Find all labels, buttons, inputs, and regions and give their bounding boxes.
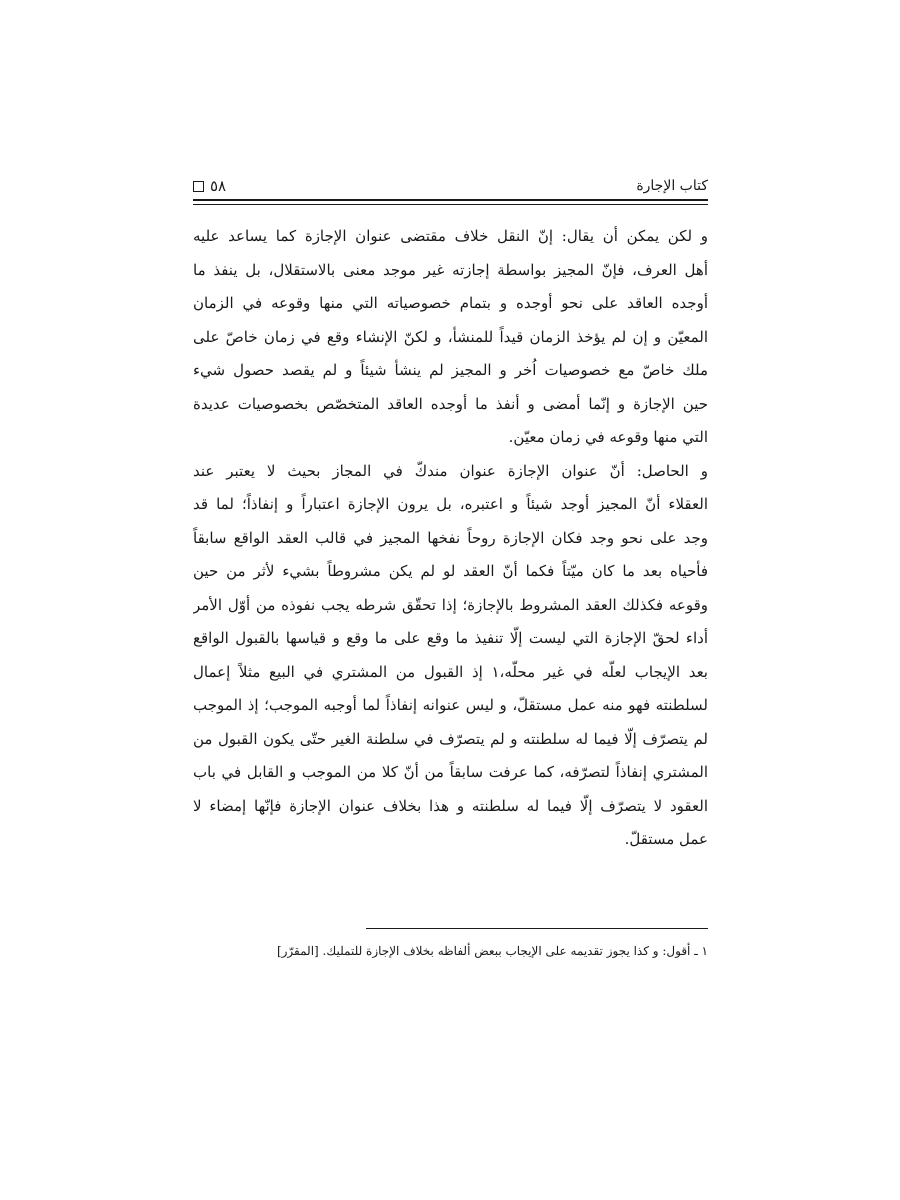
text-line: و الحاصل: أنّ عنوان الإجازة عنوان مندكّ في المجاز بحيث لا يعتبر عند [193, 461, 708, 480]
text-line: وجد على نحو وجد فكان الإجازة روحاً نفخها المجيز في قالب العقد الواقع سابقاً [193, 528, 708, 547]
text-line: عمل مستقلّ. [624, 830, 708, 848]
text-line: أهل العرف، فإنّ المجيز بواسطة إجازته غير موجد معنى بالاستقلال، بل ينفذ ما [193, 260, 708, 279]
square-icon [193, 181, 204, 192]
page-number-block [193, 177, 226, 195]
text-line: وقوعه فكذلك العقد المشروط بالإجازة؛ إذا تحقّق شرطه يجب نفوذه من أوّل الأمر [193, 595, 708, 614]
text-line: لم يتصرّف إلّا فيما له سلطنته و لم يتصرّف في سلطنة الغير حتّى يكون القبول من [193, 729, 708, 748]
text-line: بعد الإيجاب لعلّه في غير محلّه،١ إذ القبول من المشتري في البيع مثلاً إعمال [193, 662, 708, 681]
text-line: التي منها وقوعه في زمان معيّن. [508, 428, 708, 446]
text-line: و لكن يمكن أن يقال: إنّ النقل خلاف مقتضى عنوان الإجازة كما يساعد عليه [193, 227, 708, 245]
text-line: ملك خاصّ مع خصوصيات اُخر و المجيز لم ينشأ شيئاً و لم يقصد حصول شيء [193, 361, 708, 379]
header-rule-thin [193, 204, 708, 205]
text-line: أداء لحقّ الإجازة التي ليست إلّا تنفيذ ما وقع على ما وقع و قياسها بالقبول الواقع [193, 629, 708, 647]
text-line: حين الإجازة و إنّما أمضى و أنفذ ما أوجده العاقد المتخصّص بخصوصيات عديدة [193, 394, 708, 413]
text-line: المعيّن و إن لم يؤخذ الزمان قيداً للمنشأ، و لكنّ الإنشاء وقع في زمان خاصّ على [193, 327, 708, 346]
header-rule-thick [193, 199, 708, 201]
text-line: المشتري إنفاذاً لتصرّفه، كما عرفت سابقاً من أنّ كلا من الموجب و القابل في باب [193, 763, 708, 781]
text-line: لسلطنته فهو منه عمل مستقلّ، و ليس عنوانه إنفاذاً لما أوجبه الموجب؛ إذ الموجب [193, 696, 708, 714]
page-number: ٥٨ [210, 177, 227, 195]
footnote: ١ ـ أقول: و كذا يجوز تقديمه على الإيجاب ببعض ألفاظه بخلاف الإجازة للتمليك. [المقرّر] [276, 944, 708, 958]
running-title: كتاب الإجارة [636, 178, 708, 194]
text-line: أوجده العاقد على نحو أوجده و بتمام خصوصياته التي منها وقوعه في الزمان [193, 294, 708, 312]
page-header [193, 176, 708, 198]
text-line: العقود لا يتصرّف إلّا فيما له سلطنته و هذا بخلاف عنوان الإجازة فإنّها إمضاء لا [193, 796, 708, 815]
footnote-separator [366, 928, 708, 929]
text-line: فأحياه بعد ما كان ميّتاً فكما أنّ العقد لو لم يكن مشروطاً بشيء لأثر من حين [193, 562, 708, 580]
text-line: العقلاء أنّ المجيز أوجد شيئاً و اعتبره، بل يرون الإجازة اعتباراً و إنفاذاً؛ لما قد [193, 495, 708, 513]
main-text [193, 220, 708, 857]
